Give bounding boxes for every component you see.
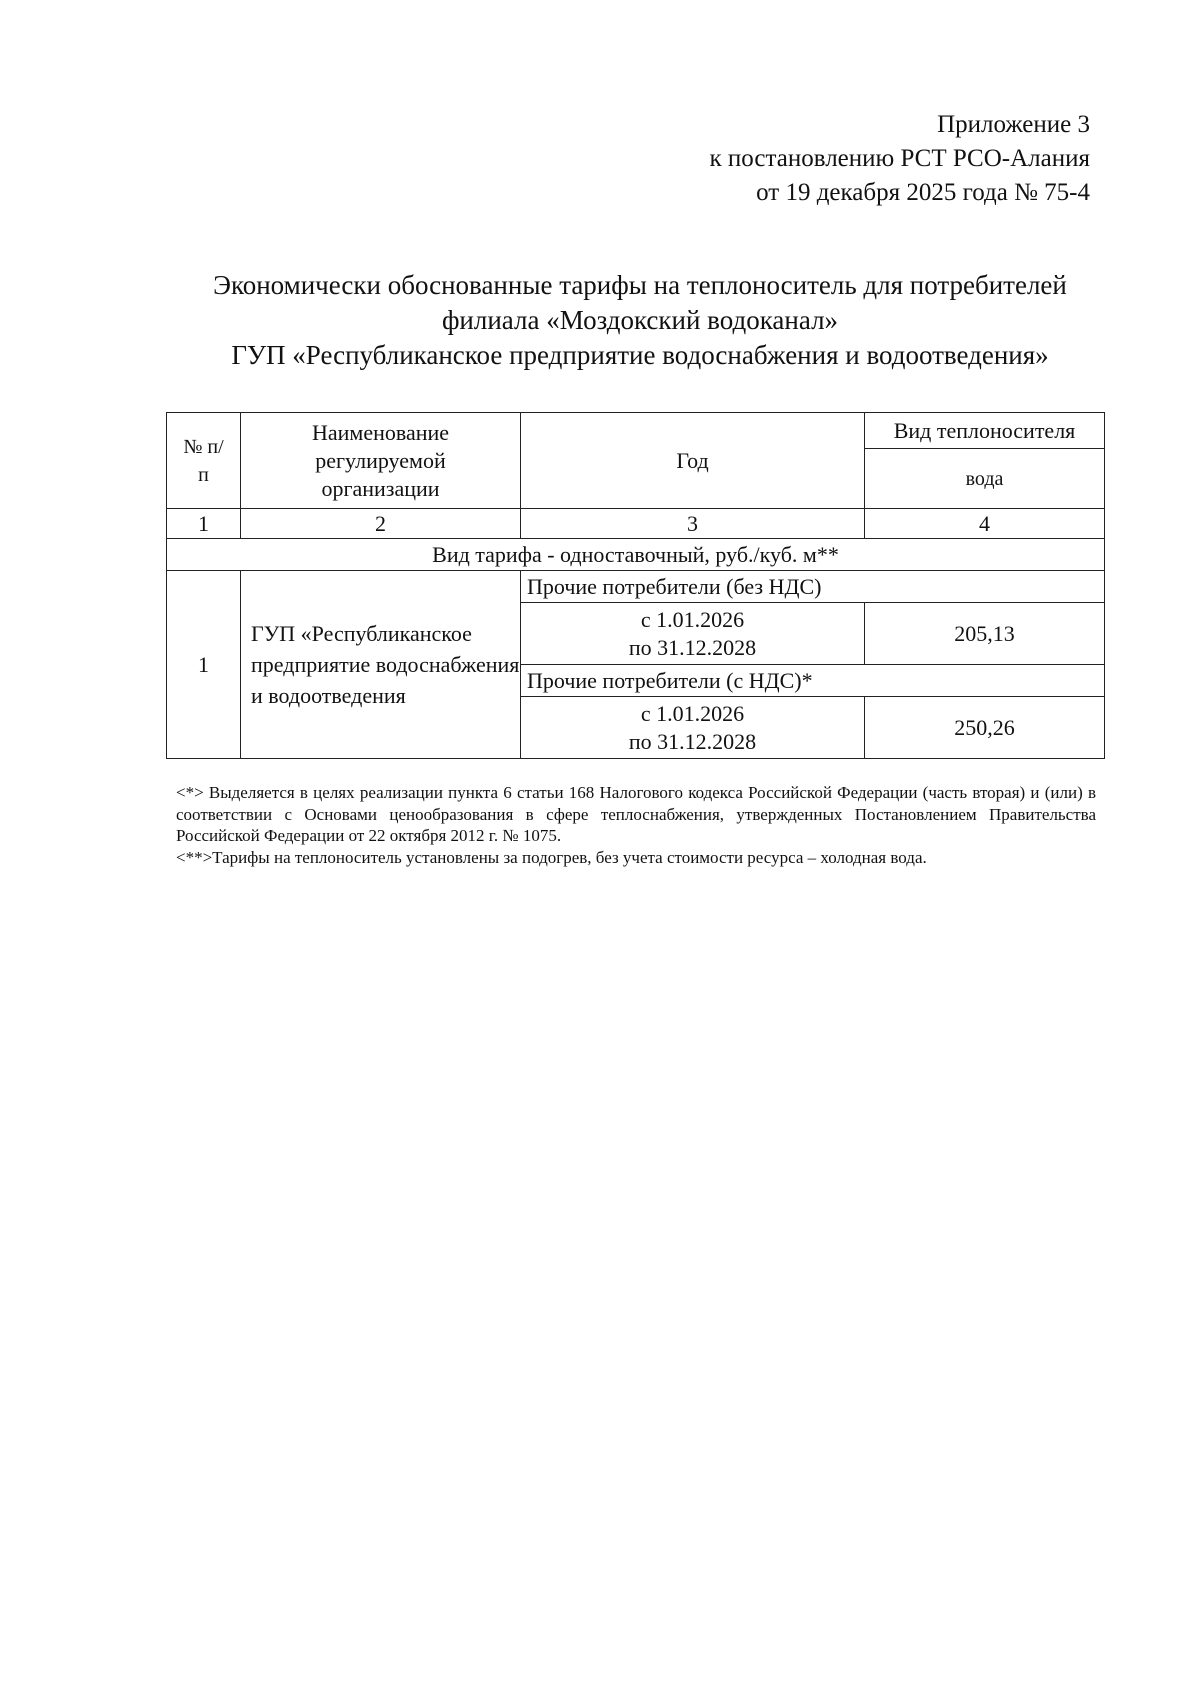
appendix-resolution: к постановлению РСТ РСО-Алания	[709, 145, 1090, 172]
header-num: № п/п	[167, 413, 241, 509]
appendix-number: Приложение 3	[937, 111, 1090, 138]
period-from-2: с 1.01.2026	[640, 700, 745, 726]
table-row	[167, 571, 1105, 603]
header-carrier-type: Вид теплоносителя	[865, 413, 1105, 449]
document-title	[150, 268, 1130, 373]
header-org: Наименование регулируемой организации	[241, 413, 521, 509]
tariff-value-1: 205,13	[865, 603, 1105, 665]
row-num: 1	[167, 571, 241, 759]
group-label-1: Прочие потребители (без НДС)	[521, 571, 1105, 603]
table-header-row	[167, 413, 1105, 449]
appendix-date: от 19 декабря 2025 года № 75-4	[756, 179, 1090, 206]
footnote-1: <*> Выделяется в целях реализации пункта 6 статьи 168 Налогового кодекса Российской Федерации (часть вторая) и (или) в соответствии с Основами ценообразования в сфере теплоснабжения, утвержденных Постановлением Правительства Российской Федерации от 22 октября 2012 г. № 1075.	[176, 783, 1096, 845]
period-2	[521, 697, 865, 759]
footnotes	[176, 782, 1096, 868]
period-to-2: по 31.12.2028	[628, 728, 757, 754]
tariff-value-2: 250,26	[865, 697, 1105, 759]
appendix-reference	[710, 108, 1090, 210]
period-from-1: с 1.01.2026	[640, 606, 745, 632]
col-number-3: 3	[521, 509, 865, 539]
col-number-4: 4	[865, 509, 1105, 539]
header-carrier: вода	[865, 449, 1105, 509]
table-column-numbers	[167, 509, 1105, 539]
title-line-3: ГУП «Республиканское предприятие водоснабжения и водоотведения»	[231, 340, 1049, 370]
tariff-type-row	[167, 539, 1105, 571]
footnote-2: <**>Тарифы на теплоноситель установлены за подогрев, без учета стоимости ресурса – холодная вода.	[176, 847, 927, 867]
period-to-1: по 31.12.2028	[628, 634, 757, 660]
tariff-type: Вид тарифа - одноставочный, руб./куб. м**	[167, 539, 1105, 571]
col-number-1: 1	[167, 509, 241, 539]
col-number-2: 2	[241, 509, 521, 539]
title-line-2: филиала «Моздокский водоканал»	[441, 305, 839, 335]
row-org: ГУП «Республиканское предприятие водоснабжения и водоотведения	[241, 571, 521, 759]
title-line-1: Экономически обоснованные тарифы на теплоноситель для потребителей	[213, 270, 1067, 300]
header-year: Год	[521, 413, 865, 509]
group-label-2: Прочие потребители (с НДС)*	[521, 665, 1105, 697]
period-1	[521, 603, 865, 665]
tariff-table	[166, 412, 1105, 759]
